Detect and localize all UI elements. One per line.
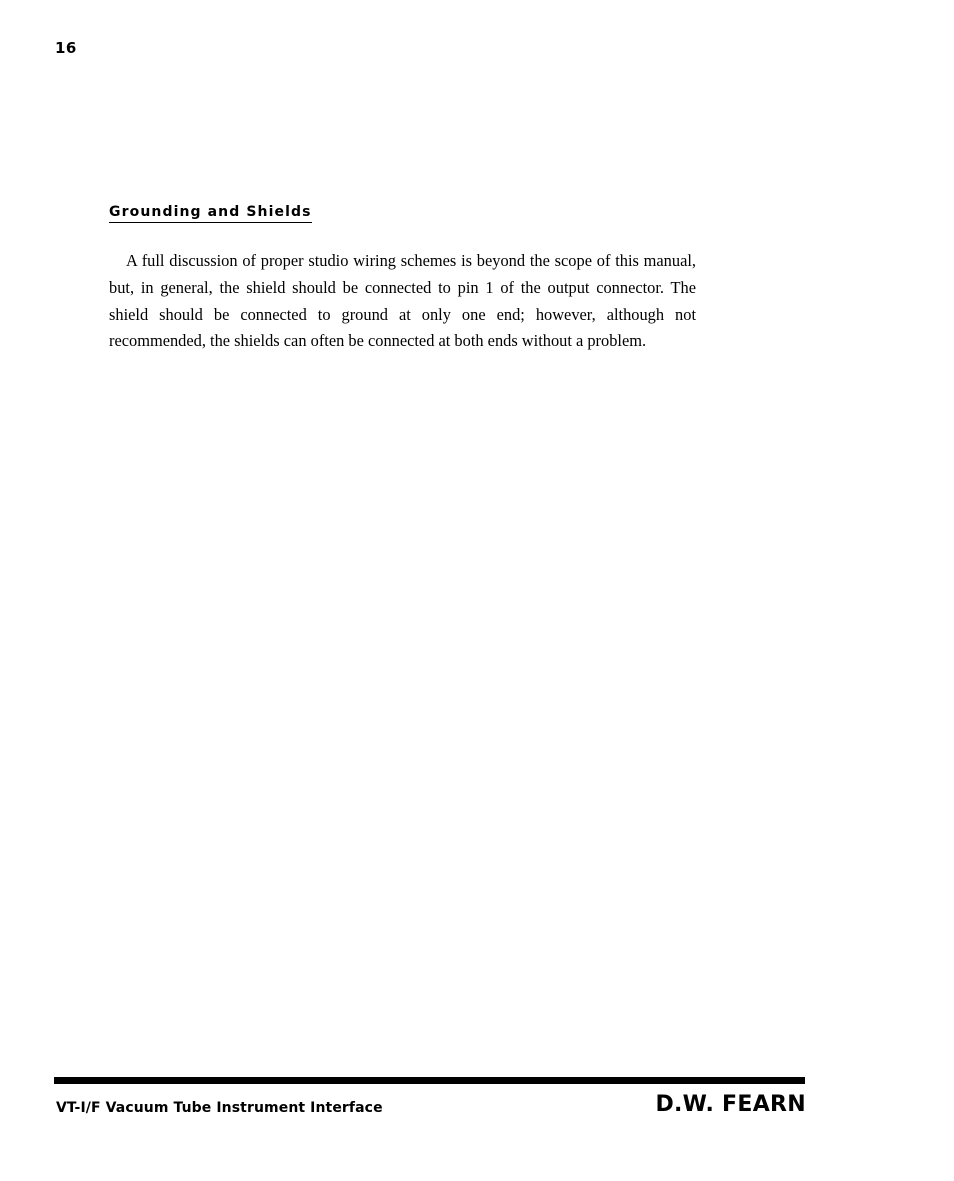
footer-product-title: VT-I/F Vacuum Tube Instrument Interface <box>56 1100 383 1116</box>
footer-brand-logo: D.W. FEARN <box>655 1092 806 1117</box>
body-paragraph: A full discussion of proper studio wiring schemes is beyond the scope of this manual, but, in general, the shield should be connected to pin 1 of the output connector. The shield should be connected to ground at only one end; however, although not recommended, the shields can often be connected at both ends without a problem. <box>109 251 696 351</box>
section-heading: Grounding and Shields <box>109 203 312 223</box>
page-number: 16 <box>55 39 77 57</box>
footer-divider <box>54 1077 805 1084</box>
